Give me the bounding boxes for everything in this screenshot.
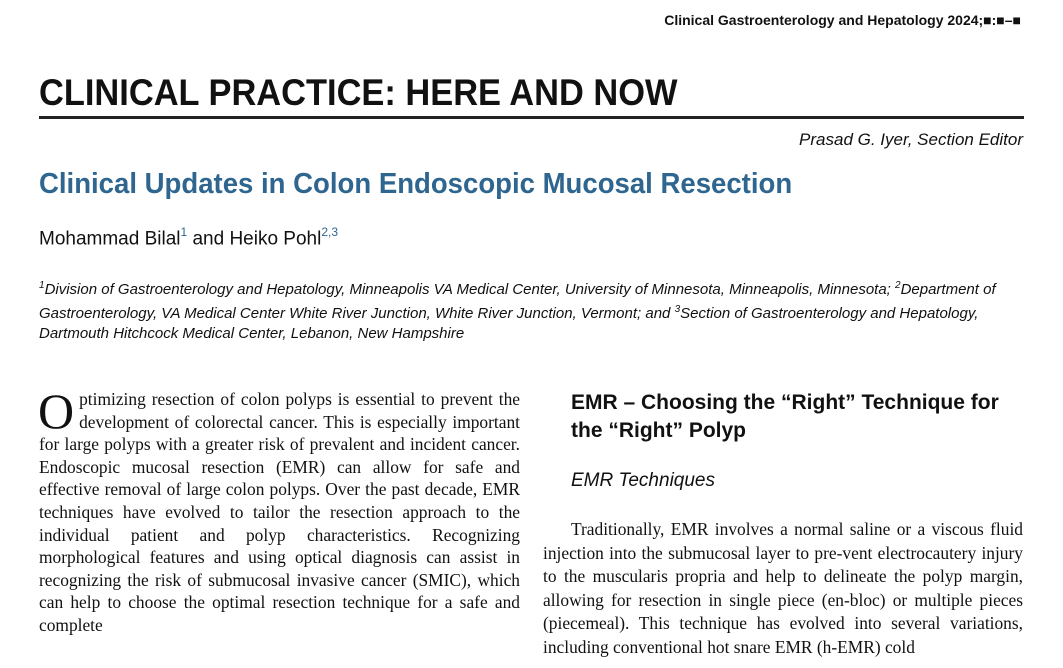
affiliation-marker: 3: [674, 304, 681, 315]
intro-text: ptimizing resection of colon polyps is essential to prevent the development of colorectal cancer. This is especially important for large polyps with a greater risk of prevalent and incident cancer. Endoscopic mucosal resection (EMR) can allow for safe and effective removal of large colon polyps. Over the past decade, EMR techniques have evolved to tailor the resection approach to the individual patient and polyp characteristics. Recognizing morphological features and using optical diagnosis can assist in recognizing the risk of submucosal invasive cancer (SMIC), which can help to choose the optimal resection technique for a safe and complete: [39, 389, 520, 635]
article-title: Clinical Updates in Colon Endoscopic Mucosal Resection: [39, 168, 793, 200]
body-paragraph: Traditionally, EMR involves a normal saline or a viscous fluid injection into the submucosal layer to pre-vent electrocautery injury to the muscularis propria and help to delineate the polyp margin, allowing for resection in single piece (en-bloc) or multiple pieces (piecemeal). This technique has evolved into several variations, including conventional hot snare EMR (h-EMR) cold: [543, 519, 1023, 657]
affiliation-marker: 1: [39, 280, 45, 291]
affiliation-text: Department of Gastroenterology, VA Medical Center White River Junction, White River Junction, Vermont; and: [39, 281, 996, 322]
heading-divider: [39, 116, 1024, 119]
section-editor: Prasad G. Iyer, Section Editor: [799, 130, 1023, 149]
intro-paragraph: [38, 383, 520, 637]
author-joiner: and: [187, 228, 230, 250]
journal-reference: Clinical Gastroenterology and Hepatology 2024;■:■–■: [664, 12, 1021, 28]
section-heading: CLINICAL PRACTICE: HERE AND NOW: [39, 72, 678, 113]
drop-cap: O: [38, 383, 75, 439]
affiliations: [39, 276, 1029, 344]
section-subheading: EMR – Choosing the “Right” Technique for the “Right” Polyp: [571, 391, 999, 442]
affiliation-marker: 2: [895, 280, 901, 291]
author-affiliation-marker[interactable]: 1: [180, 225, 188, 239]
subsection-heading: EMR Techniques: [571, 470, 715, 491]
author-affiliation-marker[interactable]: 2,3: [321, 225, 339, 239]
author-name[interactable]: Mohammad Bilal: [39, 228, 181, 250]
affiliation-text: Section of Gastroenterology and Hepatology, Dartmouth Hitchcock Medical Center, Lebanon, New Hampshire: [39, 305, 979, 342]
author-name[interactable]: Heiko Pohl: [229, 228, 322, 250]
author-list: [39, 226, 338, 250]
affiliation-text: Division of Gastroenterology and Hepatology, Minneapolis VA Medical Center, University of Minnesota, Minneapolis, Minnesota;: [44, 281, 895, 298]
